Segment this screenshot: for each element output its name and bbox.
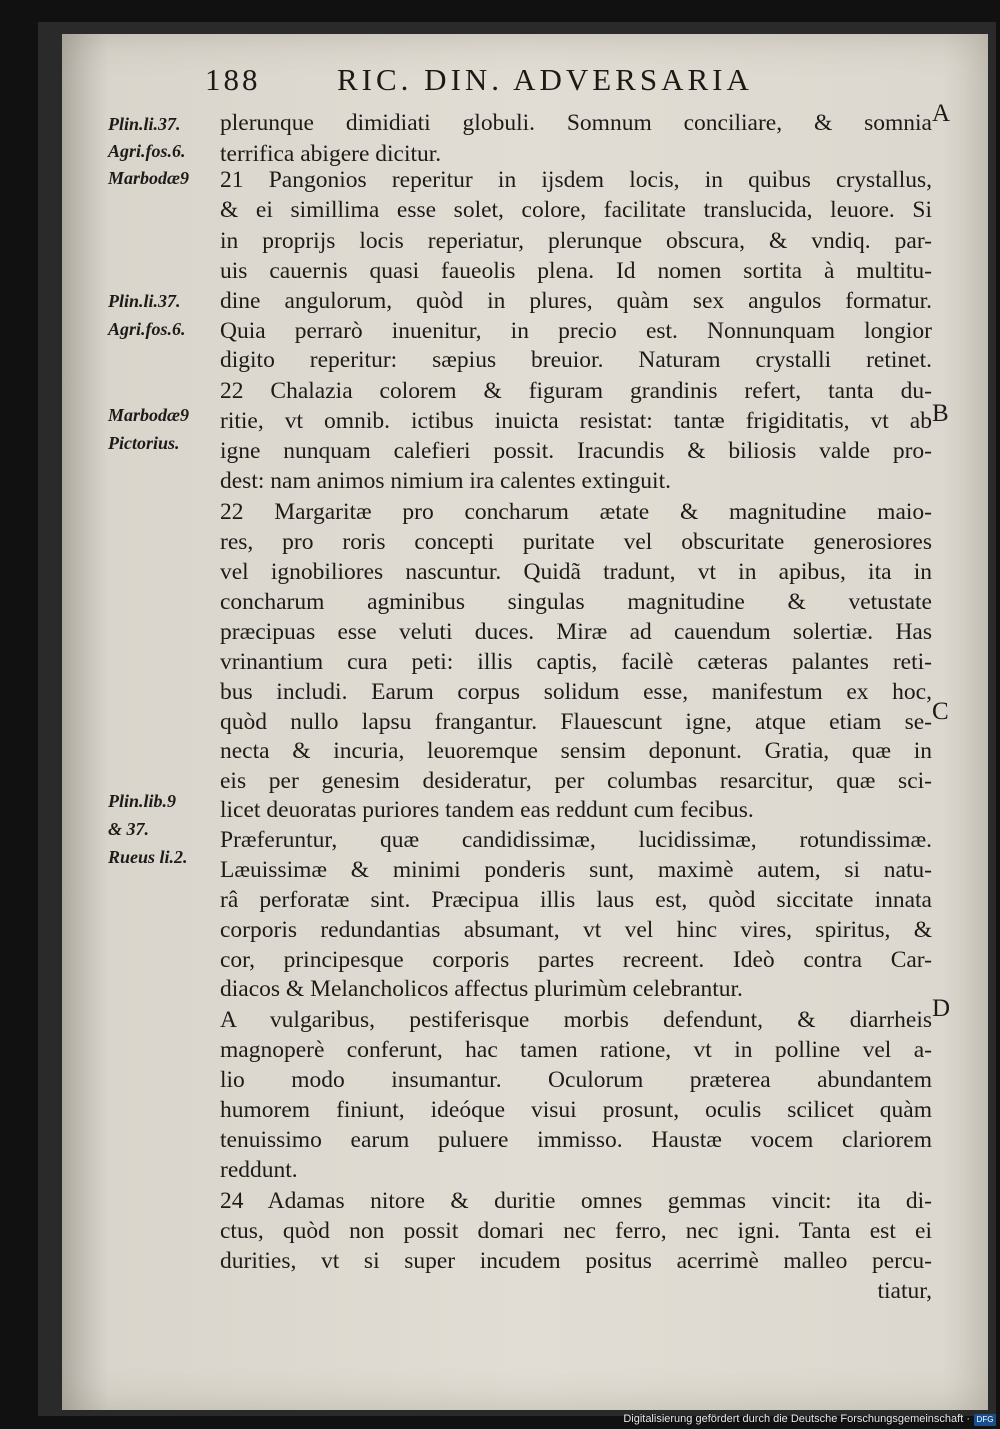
section-letter: B: [932, 400, 949, 427]
text-line: vel ignobiliores nascuntur. Quidã tradunt, vt in apibus, ita in: [220, 559, 932, 585]
text-line: dine angulorum, quòd in plures, quàm sex angulos formatur.: [220, 288, 932, 314]
text-line: tenuissimo earum puluere immisso. Haustæ vocem clariorem: [220, 1127, 932, 1153]
text-line: uis cauernis quasi faueolis plena. Id nomen sortita à multitu-: [220, 258, 932, 284]
margin-note: Marbodæ9: [108, 168, 190, 188]
margin-note: Marbodæ9: [108, 405, 190, 425]
text-line: ritie, vt omnib. ictibus inuicta resistat: tantæ frigiditatis, vt ab: [220, 408, 932, 434]
text-line: durities, vt si super incudem positus acerrimè malleo percu-: [220, 1248, 932, 1274]
section-letter: A: [932, 100, 951, 127]
margin-note: Pictorius.: [108, 433, 180, 453]
text-line: humorem finiunt, ideóque visui prosunt, oculis scilicet quàm: [220, 1097, 932, 1123]
running-title: RIC. DIN. ADVERSARIA: [337, 62, 753, 97]
text-line: concharum agminibus singulas magnitudine & vetustate: [220, 589, 932, 615]
text-line: quòd nullo lapsu frangantur. Flauescunt igne, atque etiam se-: [220, 709, 932, 735]
text-line: & ei simillima esse solet, colore, facilitate translucida, leuore. Si: [220, 197, 932, 223]
text-line: 21 Pangonios reperitur in ijsdem locis, in quibus crystallus,: [220, 167, 932, 193]
text-line: igne nunquam calefieri possit. Iracundis & biliosis valde pro-: [220, 438, 932, 464]
text-line: magnoperè conferunt, hac tamen ratione, vt in polline vel a-: [220, 1037, 932, 1063]
margin-note: Agri.fos.6.: [108, 319, 186, 339]
text-line: 22 Margaritæ pro concharum ætate & magnitudine maio-: [220, 499, 932, 525]
margin-note: Agri.fos.6.: [108, 141, 186, 161]
text-line: digito reperitur: sæpius breuior. Naturam crystalli retinet.: [220, 347, 932, 373]
page-number: 188: [205, 62, 261, 97]
text-line: in proprijs locis reperiatur, plerunque obscura, & vndiq. par-: [220, 228, 932, 254]
text-line: bus includi. Earum corpus solidum esse, manifestum ex hoc,: [220, 679, 932, 705]
digitization-credit: Digitalisierung gefördert durch die Deutsche Forschungsgemeinschaft ·: [623, 1413, 970, 1425]
section-letter: C: [932, 698, 949, 725]
text-line: Præferuntur, quæ candidissimæ, lucidissimæ, rotundissimæ.: [220, 827, 932, 853]
margin-note: & 37.: [108, 819, 150, 839]
text-line: reddunt.: [220, 1157, 298, 1183]
text-line: Læuissimæ & minimi ponderis sunt, maximè autem, si natu-: [220, 857, 932, 883]
text-line: ctus, quòd non possit domari nec ferro, nec igni. Tanta est ei: [220, 1218, 932, 1244]
margin-note: Plin.lib.9: [108, 791, 177, 811]
dfg-logo: DFG: [974, 1414, 996, 1426]
margin-note: Plin.li.37.: [108, 291, 181, 311]
text-line: dest: nam animos nimium ira calentes extinguit.: [220, 468, 671, 494]
text-line: res, pro roris concepti puritate vel obscuritate generosiores: [220, 529, 932, 555]
text-line: cor, principesque corporis partes recreent. Ideò contra Car-: [220, 947, 932, 973]
margin-note: Rueus li.2.: [108, 847, 188, 867]
text-line: terrifica abigere dicitur.: [220, 141, 442, 167]
page-header: [205, 62, 805, 102]
section-letter: D: [932, 995, 951, 1022]
text-line: 22 Chalazia colorem & figuram grandinis refert, tanta du-: [220, 378, 932, 404]
text-line: 24 Adamas nitore & duritie omnes gemmas vincit: ita di-: [220, 1188, 932, 1214]
text-line: vrinantium cura peti: illis captis, facilè cæteras palantes reti-: [220, 649, 932, 675]
text-line: râ perforatæ sint. Præcipua illis laus est, quòd siccitate innata: [220, 887, 932, 913]
text-line: Quia perrarò inuenitur, in precio est. Nonnunquam longior: [220, 318, 932, 344]
text-line: A vulgaribus, pestiferisque morbis defendunt, & diarrheis: [220, 1007, 932, 1033]
text-line: plerunque dimidiati globuli. Somnum conciliare, & somnia: [220, 110, 932, 136]
text-line: licet deuoratas puriores tandem eas reddunt cum fecibus.: [220, 797, 754, 823]
text-line: corporis redundantias absumant, vt vel hinc vires, spiritus, &: [220, 917, 932, 943]
text-line: diacos & Melancholicos affectus plurimùm celebrantur.: [220, 976, 743, 1002]
text-line: necta & incuria, leuoremque sensim deponunt. Gratia, quæ in: [220, 738, 932, 764]
text-line: præcipuas esse veluti duces. Miræ ad cauendum solertiæ. Has: [220, 619, 932, 645]
text-line: tiatur,: [877, 1278, 932, 1304]
text-line: lio modo insumantur. Oculorum præterea abundantem: [220, 1067, 932, 1093]
text-line: eis per genesim desideratur, per columbas resarcitur, quæ sci-: [220, 768, 932, 794]
margin-note: Plin.li.37.: [108, 114, 181, 134]
